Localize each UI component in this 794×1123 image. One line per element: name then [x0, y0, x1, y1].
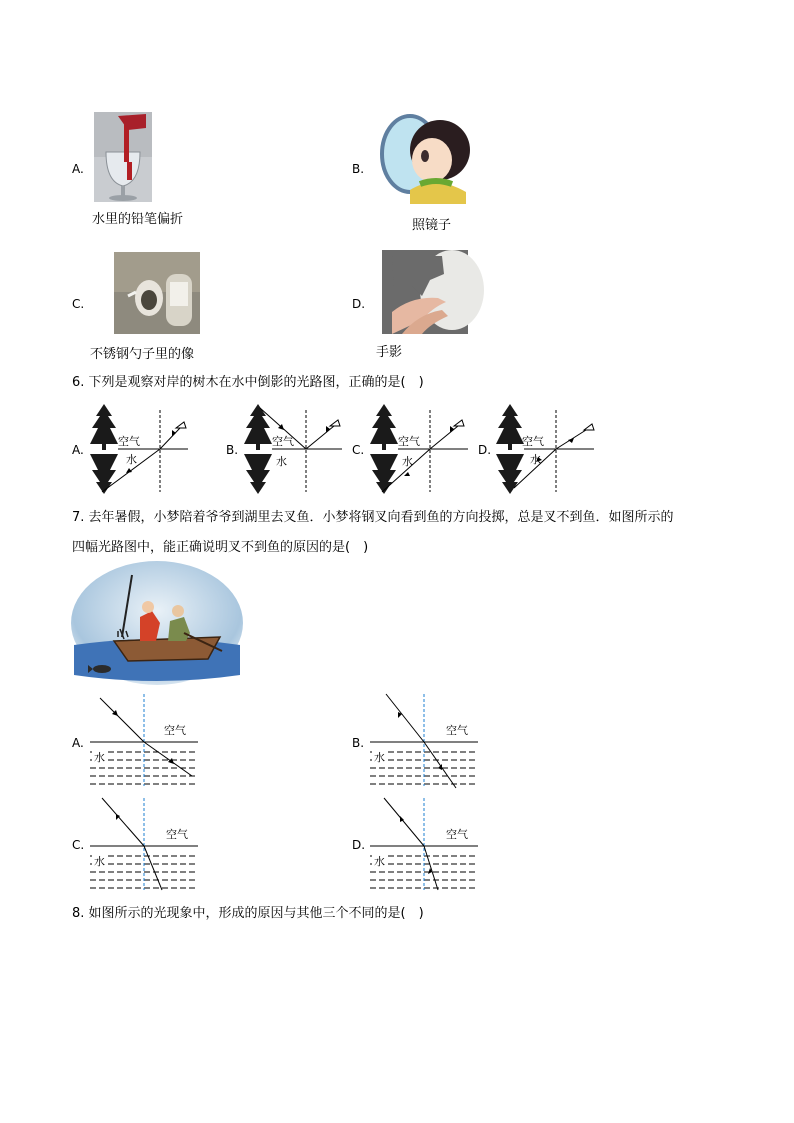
q6-air-label-b: 空气: [272, 435, 294, 448]
q7-water-label-b: 水: [374, 751, 385, 764]
q6-diagram-d: [494, 400, 604, 496]
q6-option-d-letter: D.: [478, 443, 492, 457]
q5-option-d-caption: 手影: [376, 345, 403, 360]
q7-air-label-c: 空气: [166, 828, 188, 841]
q7-air-label-d: 空气: [446, 828, 468, 841]
q7-diagram-a: [88, 690, 200, 786]
q7-water-label-d: 水: [374, 855, 385, 868]
q6-air-label-a: 空气: [118, 435, 140, 448]
tree-icon: [244, 404, 272, 494]
q7-air-label-a: 空气: [164, 724, 186, 737]
q5-option-b-letter: B.: [352, 162, 365, 176]
q6-stem: 6. 下列是观察对岸的树木在水中倒影的光路图，正确的是( ): [72, 375, 424, 390]
q5-option-b-caption: 照镜子: [412, 218, 452, 233]
q6-diagram-b: [242, 400, 352, 496]
q7-option-a-letter: A.: [72, 736, 84, 750]
tree-icon: [90, 404, 118, 494]
q7-stem-line2: 四幅光路图中，能正确说明叉不到鱼的原因的是( ): [72, 540, 369, 555]
q8-stem: 8. 如图所示的光现象中，形成的原因与其他三个不同的是( ): [72, 906, 424, 921]
spoon-reflection-photo: [114, 252, 200, 334]
q7-option-c-letter: C.: [72, 838, 85, 852]
q6-water-label-a: 水: [126, 453, 137, 466]
q7-water-label-c: 水: [94, 855, 105, 868]
pencil-in-glass-photo: [94, 112, 152, 202]
q7-water-label-a: 水: [94, 751, 105, 764]
q5-option-d-letter: D.: [352, 297, 366, 311]
q6-diagram-a: [88, 400, 198, 496]
hand-shadow-photo: [382, 250, 468, 334]
tree-icon: [496, 404, 524, 494]
q6-option-b-letter: B.: [226, 443, 239, 457]
tree-icon: [370, 404, 398, 494]
q6-water-label-c: 水: [402, 455, 413, 468]
q6-water-label-d: 水: [530, 453, 541, 466]
q5-option-a-letter: A.: [72, 162, 84, 176]
q5-option-c-letter: C.: [72, 297, 85, 311]
q7-option-b-letter: B.: [352, 736, 365, 750]
q7-option-d-letter: D.: [352, 838, 366, 852]
q7-diagram-b: [368, 690, 480, 788]
q5-option-a-caption: 水里的铅笔偏折: [92, 212, 184, 227]
q6-air-label-d: 空气: [522, 435, 544, 448]
q7-air-label-b: 空气: [446, 724, 468, 737]
q6-water-label-b: 水: [276, 455, 287, 468]
eye-icon: [176, 422, 186, 428]
q6-option-a-letter: A.: [72, 443, 84, 457]
q6-diagram-c: [368, 400, 478, 496]
fishing-boat-illustration: [74, 567, 240, 683]
q7-diagram-d: [368, 794, 480, 890]
q5-option-c-caption: 不锈钢勺子里的像: [90, 347, 195, 362]
q6-air-label-c: 空气: [398, 435, 420, 448]
q6-option-c-letter: C.: [352, 443, 365, 457]
girl-mirror-cartoon: [380, 112, 472, 204]
q7-diagram-c: [88, 794, 200, 890]
q7-stem-line1: 7. 去年暑假，小梦陪着爷爷到湖里去叉鱼．小梦将钢叉向看到鱼的方向投掷，总是叉不到鱼．如图所示的: [72, 510, 674, 525]
